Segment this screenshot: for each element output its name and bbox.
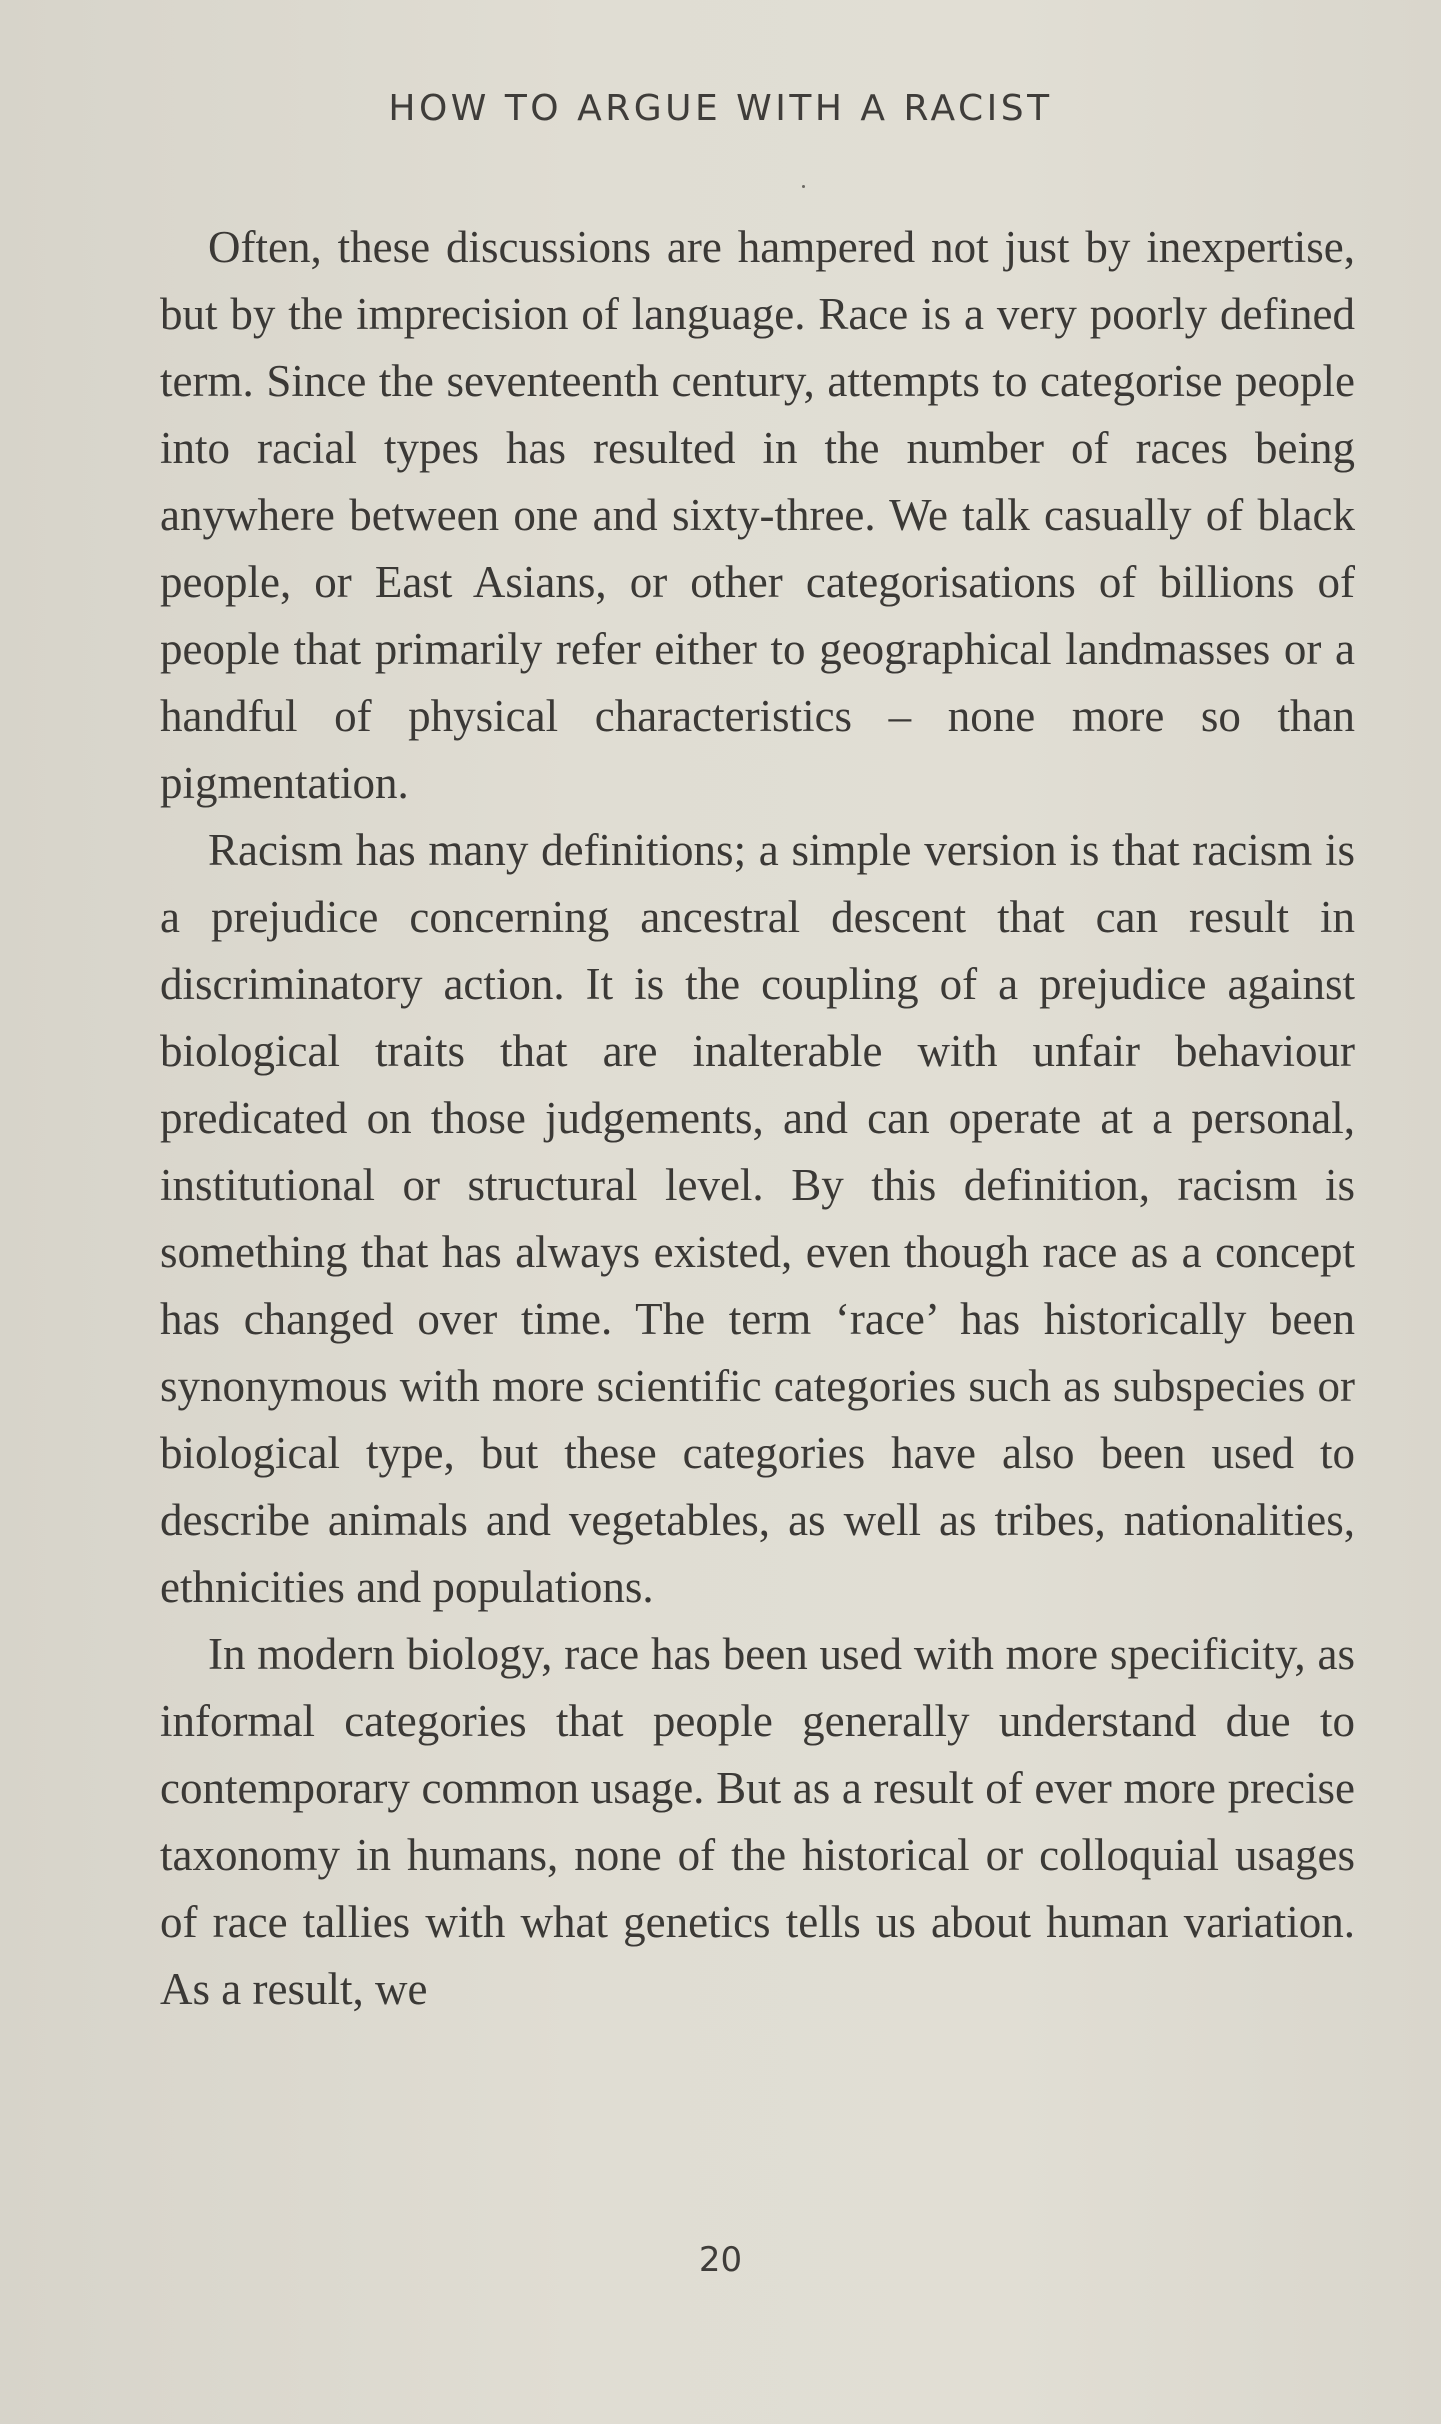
paragraph-2: Racism has many definitions; a simple version is that racism is a prejudice concerning ancestral descent that can result in discriminatory action. It is the coupling of a prejudice against biological traits that are inalterable with unfair behaviour predicated on those judgements, and can operate at a personal, institutional or structural level. By this definition, racism is something that has always existed, even though race as a concept has changed over time. The term ‘race’ has historically been synonymous with more scientific categories such as subspecies or biological type, but these categories have also been used to describe animals and vegetables, as well as tribes, nationalities, ethnicities and populations. [160,825,1355,1612]
page-number: 20 [698,2240,743,2280]
running-head: HOW TO ARGUE WITH A RACIST [388,88,1053,129]
paragraph-1: Often, these discussions are hampered not just by inexpertise, but by the imprecision of language. Race is a very poorly defined term. Since the seventeenth century, attempts to categorise people into racial types has resulted in the number of races being anywhere between one and sixty-three. We talk casually of black people, or East Asians, or other categorisations of billions of people that primarily refer either to geographical landmasses or a handful of physical characteristics – none more so than pigmentation. [160,222,1355,808]
paragraph-3: In modern biology, race has been used with more specificity, as informal categories that people generally understand due to contemporary common usage. But as a result of ever more precise taxonomy in humans, none of the historical or colloquial usages of race tallies with what genetics tells us about human variation. As a result, we [160,1629,1355,2014]
ink-speck [802,185,805,188]
body-text [160,214,1355,2023]
